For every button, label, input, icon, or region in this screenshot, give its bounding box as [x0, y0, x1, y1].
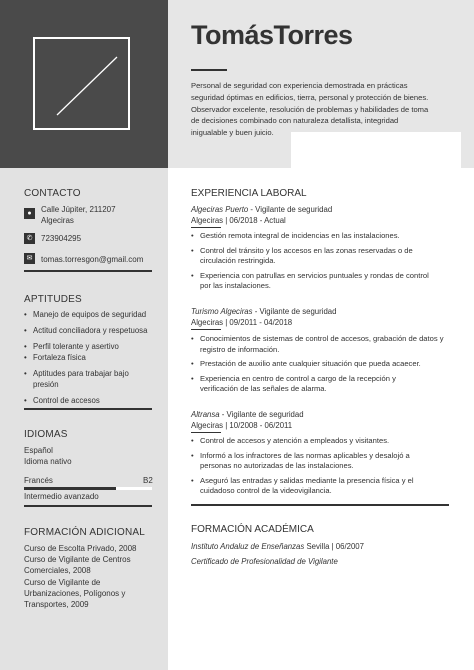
- skills-list: [24, 309, 158, 406]
- job-location-dates: Algeciras | 09/2011 - 04/2018: [191, 318, 293, 327]
- language-code: B2: [143, 476, 153, 485]
- job-company: Algeciras Puerto: [191, 205, 249, 214]
- address-line-1: Calle Júpiter, 211207: [41, 205, 116, 214]
- contact-divider: [24, 270, 152, 272]
- list-item: • Aptitudes para trabajar bajo presión: [24, 368, 143, 390]
- language-name: Español: [24, 446, 53, 455]
- languages-title: IDIOMAS: [24, 429, 68, 440]
- training-line: Curso de Vigilante de: [24, 578, 101, 587]
- job-title: [191, 307, 361, 318]
- address-line-2: Algeciras: [41, 216, 74, 225]
- photo-placeholder: [33, 37, 130, 130]
- job-divider: [191, 329, 221, 330]
- list-item: • Control de accesos y atención a empleados y visitantes.: [191, 436, 429, 447]
- list-item: • Prestación de auxilio ante cualquier situación que pueda acaecer.: [191, 359, 453, 370]
- phone-icon: ✆: [24, 233, 35, 244]
- job-company: Altransa: [191, 410, 220, 419]
- list-item: • Control de accesos: [24, 395, 158, 406]
- education-title: FORMACIÓN ACADÉMICA: [191, 524, 314, 535]
- list-item: • Manejo de equipos de seguridad: [24, 309, 158, 320]
- languages-divider: [24, 505, 152, 507]
- job-location-dates: Algeciras | 06/2018 - Actual: [191, 216, 286, 225]
- list-item: • Fortaleza física: [24, 352, 158, 363]
- list-item: • Aseguró las entradas y salidas mediante la presencia física y el cuidadoso control de la videovigilancia.: [191, 476, 429, 497]
- skills-divider: [24, 408, 152, 410]
- education-institution: Instituto Andaluz de Enseñanzas: [191, 542, 305, 551]
- list-item: • Informó a los infractores de las normas aplicables y desalojó a personas no autorizadas de las instalaciones.: [191, 451, 429, 472]
- summary-cover-block: [291, 132, 461, 168]
- photo-placeholder-icon: [35, 39, 128, 128]
- candidate-name: TomásTorres: [191, 20, 353, 50]
- job-role: - Vigilante de seguridad: [252, 307, 337, 316]
- job-duties: [191, 436, 429, 501]
- job-role: - Vigilante de seguridad: [248, 205, 333, 214]
- email-icon: ✉: [24, 253, 35, 264]
- education-certificate: Certificado de Profesionalidad de Vigilante: [191, 557, 338, 566]
- experience-divider: [191, 504, 449, 506]
- profile-summary: Personal de seguridad con experiencia demostrada en prácticas seguridad óptimas en edificios, tierra, personal y protección de bienes. Observador excelente, resolución de problemas y habilidades de toma de decisiones combinado con naturaleza detallista, integridad inigualable y buen juicio.: [191, 81, 429, 138]
- language-level-track: [24, 487, 152, 490]
- training-line: Transportes, 2009: [24, 600, 89, 609]
- training-line: Comerciales, 2008: [24, 566, 91, 575]
- list-item: • Experiencia con patrullas en servicios puntuales y rondas de control por las instalaciones.: [191, 271, 429, 292]
- job-duties: [191, 334, 453, 399]
- job-company: Turismo Algeciras: [191, 307, 253, 316]
- list-item: • Perfil tolerante y asertivo: [24, 341, 158, 352]
- experience-title: EXPERIENCIA LABORAL: [191, 188, 307, 199]
- language-name: Francés: [24, 476, 53, 485]
- training-line: Curso de Escolta Privado, 2008: [24, 544, 137, 553]
- education-entry: [191, 542, 391, 553]
- list-item: • Gestión remota integral de incidencias en las instalaciones.: [191, 231, 429, 242]
- job-divider: [191, 227, 221, 228]
- language-level: Intermedio avanzado: [24, 492, 99, 501]
- job-title: [191, 410, 361, 421]
- additional-training-title: FORMACIÓN ADICIONAL: [24, 527, 146, 538]
- skills-title: APTITUDES: [24, 294, 82, 305]
- job-duties: [191, 231, 429, 296]
- job-divider: [191, 432, 221, 433]
- language-level-fill: [24, 487, 116, 490]
- list-item: • Conocimientos de sistemas de control de accesos, grabación de datos y registro de información.: [191, 334, 453, 355]
- list-item: • Actitud conciliadora y respetuosa: [24, 325, 158, 336]
- contact-title: CONTACTO: [24, 188, 81, 199]
- map-pin-icon: ●: [24, 208, 35, 219]
- list-item: • Experiencia en centro de control a cargo de la recepción y verificación de las señales de alarma.: [191, 374, 428, 395]
- phone-number[interactable]: 723904295: [41, 234, 82, 243]
- job-location-dates: Algeciras | 10/2008 - 06/2011: [191, 421, 293, 430]
- list-item: • Control del tránsito y los accesos en las zonas reservadas o de circulación restringida.: [191, 246, 429, 267]
- name-underline: [191, 69, 227, 71]
- job-title: [191, 205, 361, 216]
- education-location-date: Sevilla | 06/2007: [304, 542, 364, 551]
- language-level: Idioma nativo: [24, 457, 72, 466]
- job-role: - Vigilante de seguridad: [219, 410, 304, 419]
- email-address[interactable]: tomas.torresgon@gmail.com: [41, 255, 144, 264]
- training-line: Curso de Vigilante de Centros: [24, 555, 131, 564]
- training-line: Urbanizaciones, Polígonos y: [24, 589, 126, 598]
